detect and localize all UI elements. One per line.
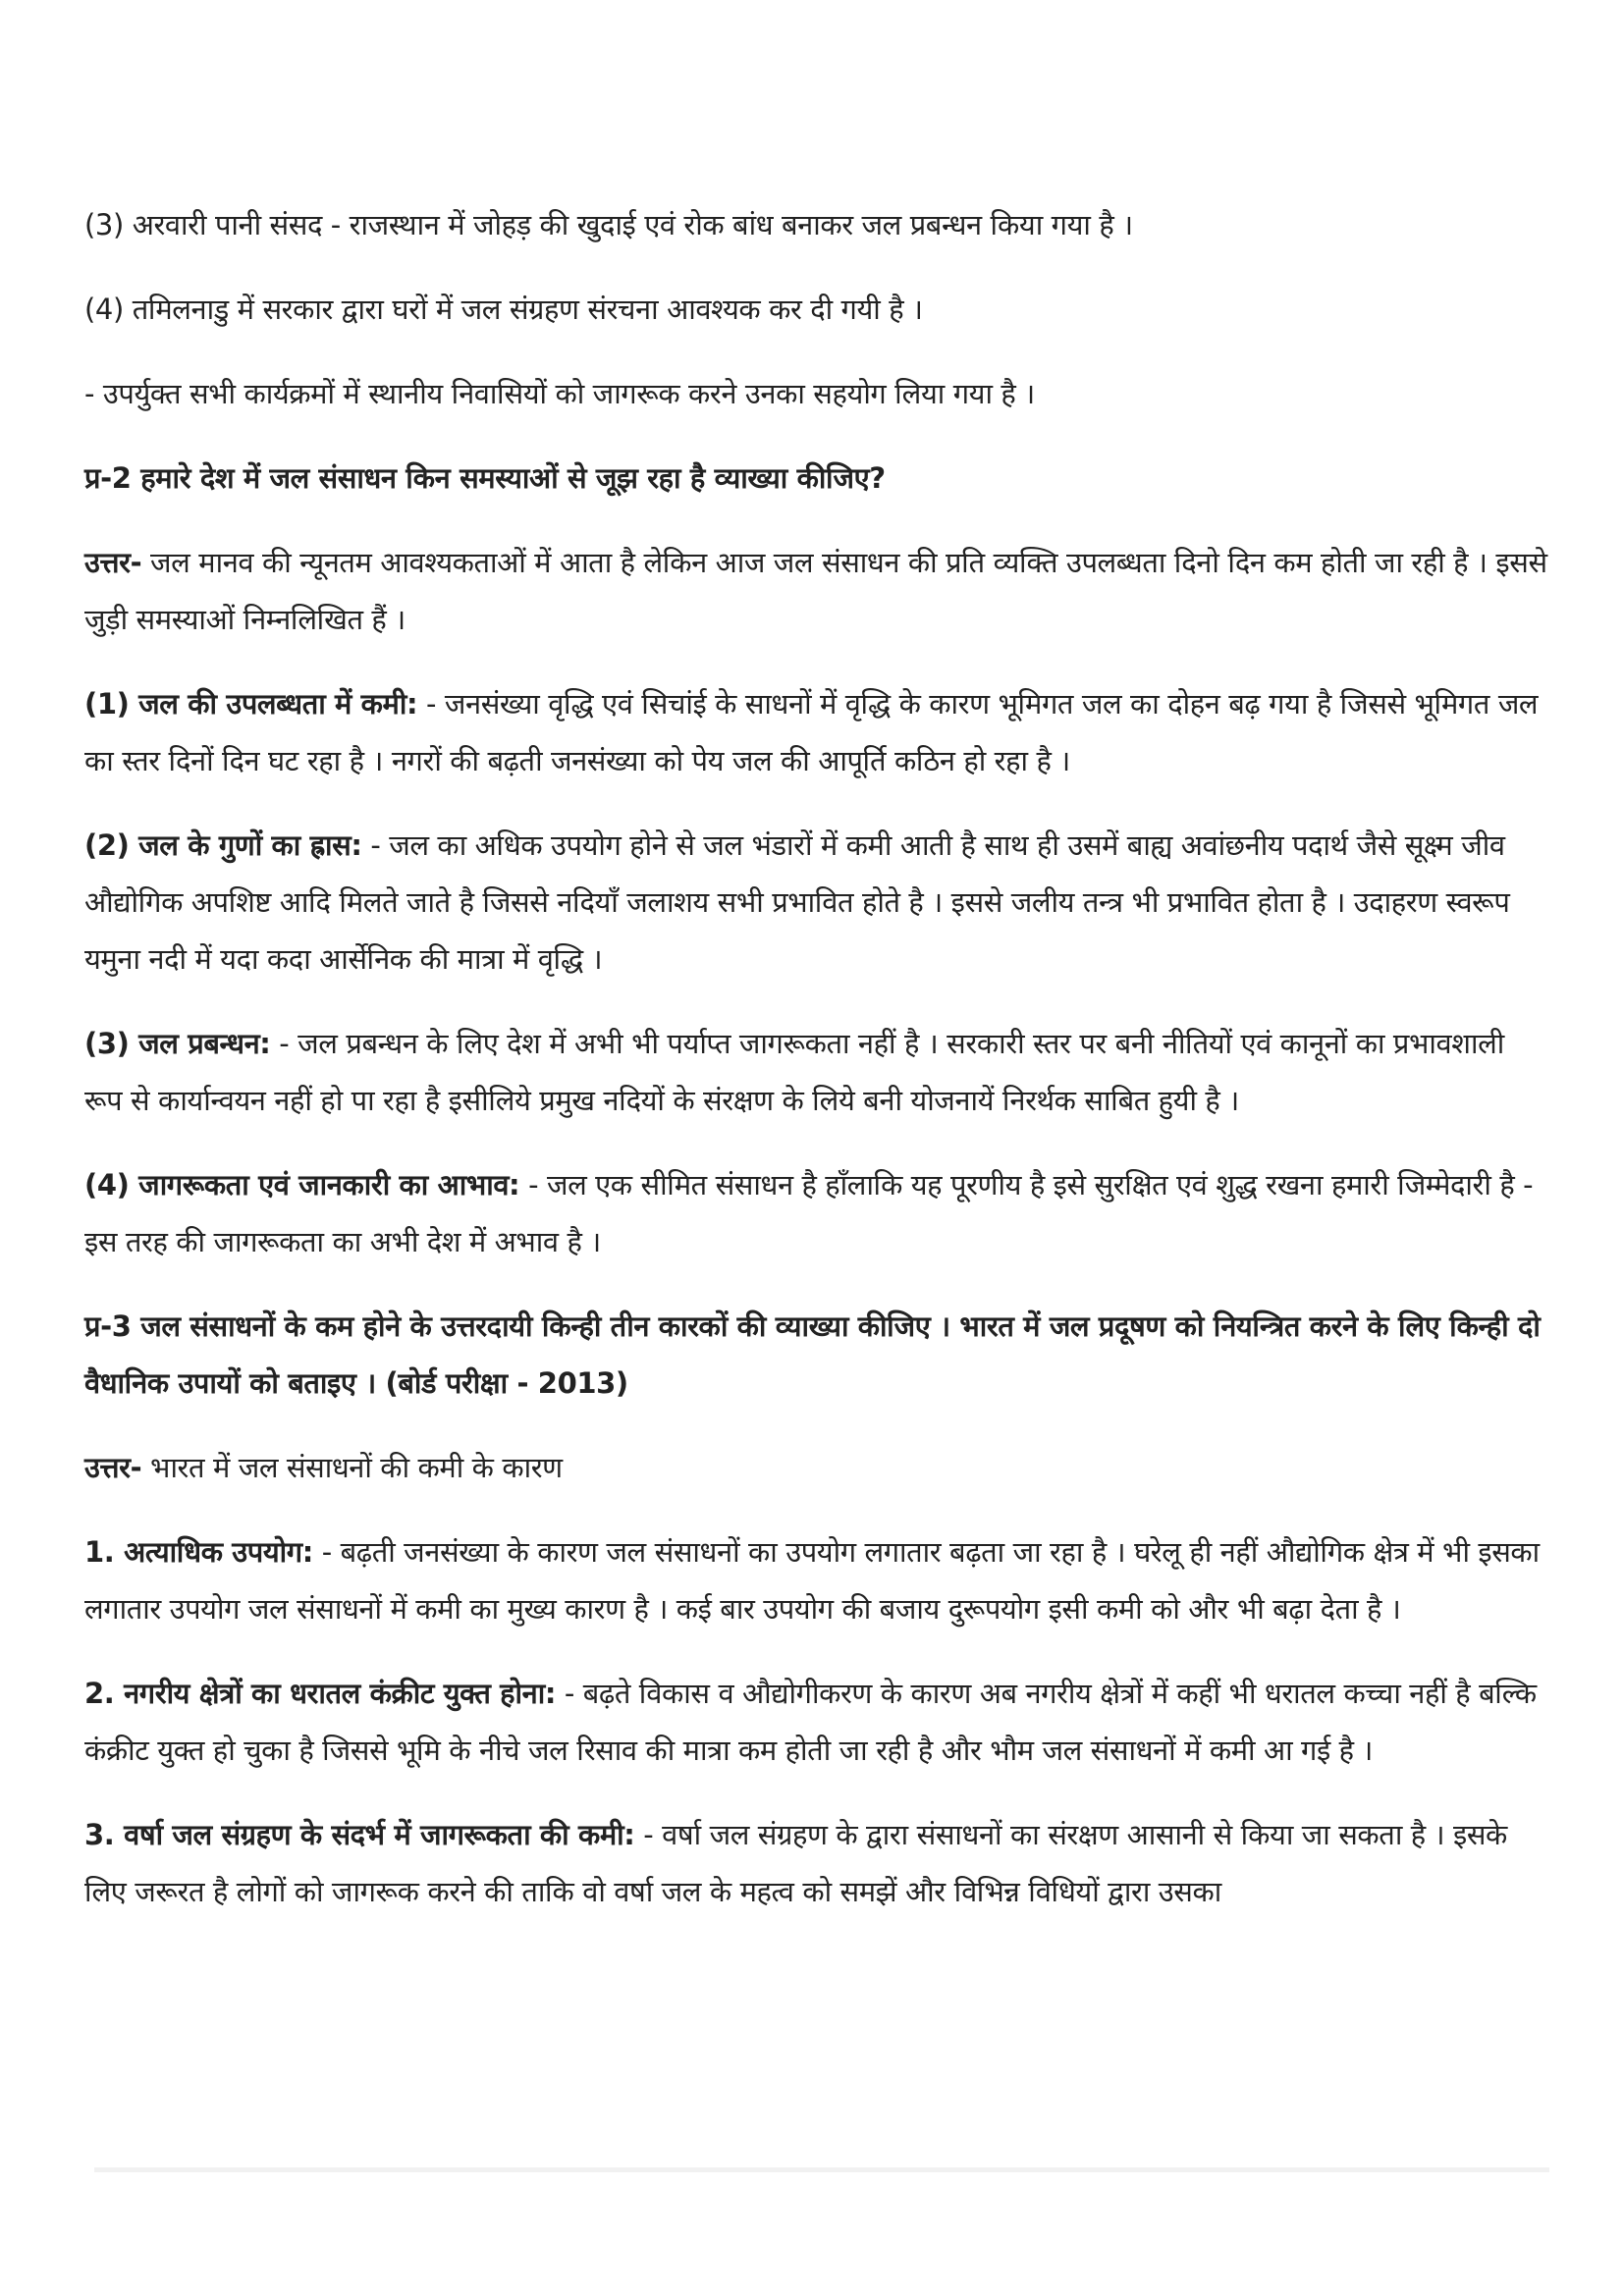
point-heading: (2) जल के गुणों का ह्रास: (84, 828, 362, 862)
reason-heading: 2. नगरीय क्षेत्रों का धरातल कंक्रीट युक्त होना: (84, 1677, 557, 1710)
answer-label: उत्तर- (84, 1451, 142, 1484)
reason-concrete-surface (84, 1665, 1549, 1779)
point-text: - जल एक सीमित संसाधन है हाँलाकि यह पूरणीय है इसे सुरक्षित एवं शुद्ध रखना हमारी जिम्मेदारी है - इस तरह की जागरूकता का अभी देश में अभाव है । (84, 1168, 1534, 1258)
answer-text: भारत में जल संसाधनों की कमी के कारण (141, 1451, 563, 1484)
reason-rainwater-awareness (84, 1806, 1549, 1920)
question-2-heading (84, 450, 1549, 507)
answer-3-intro (84, 1439, 1549, 1496)
question-text: प्र-3 जल संसाधनों के कम होने के उत्तरदायी किन्ही तीन कारकों की व्याख्या कीजिए । भारत में जल प्रदूषण को नियन्त्रित करने के लिए किन्ही दो वैधानिक उपायों को बताइए । (बोर्ड परीक्षा - 2013) (84, 1309, 1541, 1400)
paragraph-text: - उपर्युक्त सभी कार्यक्रमों में स्थानीय निवासियों को जागरूक करने उनका सहयोग लिया गया है । (84, 377, 1035, 410)
reason-text: - वर्षा जल संग्रहण के द्वारा संसाधनों का संरक्षण आसानी से किया जा सकता है । इसके लिए जरूरत है लोगों को जागरूक करने की ताकि वो वर्षा जल के महत्व को समझें और विभिन्न विधियों द्वारा उसका (84, 1818, 1507, 1908)
point-heading: (4) जागरूकता एवं जानकारी का आभाव: (84, 1168, 520, 1201)
point-water-management (84, 1015, 1549, 1129)
document-body (84, 196, 1549, 1948)
page-bottom-divider (94, 2167, 1549, 2172)
paragraph-text: (3) अरवारी पानी संसद - राजस्थान में जोहड़ की खुदाई एवं रोक बांध बनाकर जल प्रबन्धन किया गया है । (84, 208, 1133, 241)
answer-label: उत्तर- (84, 546, 142, 579)
paragraph-arvari-pani-sansad (84, 196, 1549, 253)
answer-2-intro (84, 534, 1549, 648)
question-text: प्र-2 हमारे देश में जल संसाधन किन समस्याओं से जूझ रहा है व्याख्या कीजिए? (84, 461, 886, 495)
point-heading: (1) जल की उपलब्धता में कमी: (84, 687, 418, 721)
reason-heading: 3. वर्षा जल संग्रहण के संदर्भ में जागरूकता की कमी: (84, 1818, 635, 1851)
question-3-heading (84, 1298, 1549, 1412)
point-awareness (84, 1156, 1549, 1270)
point-text: - जल का अधिक उपयोग होने से जल भंडारों में कमी आती है साथ ही उसमें बाह्य अवांछनीय पदार्थ जैसे सूक्ष्म जीव औद्योगिक अपशिष्ट आदि मिलते जाते है जिससे नदियाँ जलाशय सभी प्रभावित होते है । इससे जलीय तन्त्र भी प्रभावित होता है । उदाहरण स्वरूप यमुना नदी में यदा कदा आर्सेनिक की मात्रा में वृद्धि । (84, 828, 1510, 976)
point-water-quality (84, 817, 1549, 988)
reason-heading: 1. अत्याधिक उपयोग: (84, 1535, 313, 1569)
answer-text: जल मानव की न्यूनतम आवश्यकताओं में आता है लेकिन आज जल संसाधन की प्रति व्यक्ति उपलब्धता दिनो दिन कम होती जा रही है । इससे जुड़ी समस्याओं निम्नलिखित हैं । (84, 546, 1547, 636)
reason-overuse (84, 1523, 1549, 1637)
paragraph-text: (4) तमिलनाडु में सरकार द्वारा घरों में जल संग्रहण संरचना आवश्यक कर दी गयी है । (84, 293, 923, 326)
reason-text: - बढ़ते विकास व औद्योगीकरण के कारण अब नगरीय क्षेत्रों में कहीं भी धरातल कच्चा नहीं है बल्कि कंक्रीट युक्त हो चुका है जिससे भूमि के नीचे जल रिसाव की मात्रा कम होती जा रही है और भौम जल संसाधनों में कमी आ गई है । (84, 1677, 1537, 1767)
point-text: - जल प्रबन्धन के लिए देश में अभी भी पर्याप्त जागरूकता नहीं है । सरकारी स्तर पर बनी नीतियों एवं कानूनों का प्रभावशाली रूप से कार्यान्वयन नहीं हो पा रहा है इसीलिये प्रमुख नदियों के संरक्षण के लिये बनी योजनायें निरर्थक साबित हुयी है । (84, 1027, 1504, 1117)
point-heading: (3) जल प्रबन्धन: (84, 1027, 271, 1060)
reason-text: - बढ़ती जनसंख्या के कारण जल संसाधनों का उपयोग लगातार बढ़ता जा रहा है । घरेलू ही नहीं औद्योगिक क्षेत्र में भी इसका लगातार उपयोग जल संसाधनों में कमी का मुख्य कारण है । कई बार उपयोग की बजाय दुरूपयोग इसी कमी को और भी बढ़ा देता है । (84, 1535, 1540, 1626)
paragraph-tamilnadu (84, 281, 1549, 338)
point-water-availability (84, 675, 1549, 789)
point-text: - जनसंख्या वृद्धि एवं सिचांई के साधनों में वृद्धि के कारण भूमिगत जल का दोहन बढ़ गया है जिससे भूमिगत जल का स्तर दिनों दिन घट रहा है । नगरों की बढ़ती जनसंख्या को पेय जल की आपूर्ति कठिन हो रहा है । (84, 687, 1539, 777)
paragraph-summary-note (84, 365, 1549, 422)
